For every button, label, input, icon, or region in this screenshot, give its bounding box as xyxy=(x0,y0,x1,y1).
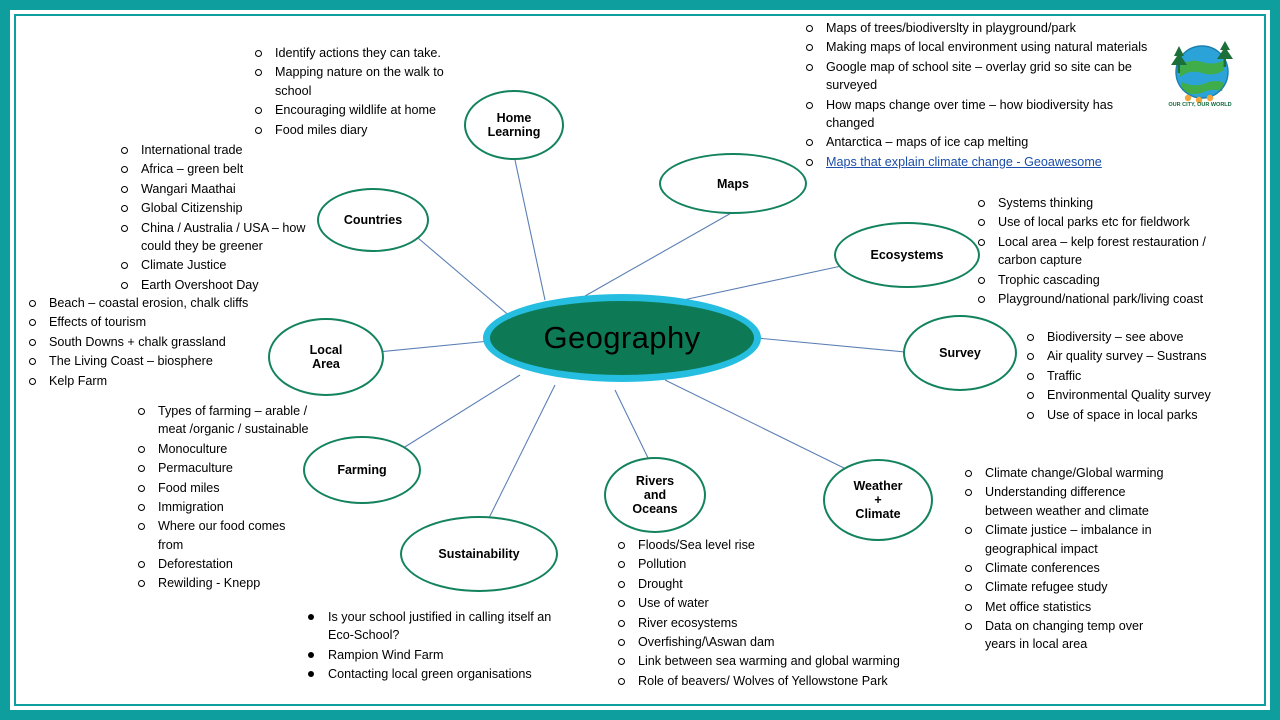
list-item: How maps change over time – how biodiversity has changed xyxy=(803,96,1163,133)
central-topic xyxy=(483,294,761,382)
list-item: The Living Coast – biosphere xyxy=(26,352,276,370)
node-maps[interactable] xyxy=(659,153,807,214)
list-item: Pollution xyxy=(615,555,955,573)
list-item: Kelp Farm xyxy=(26,372,276,390)
central-topic-label: Geography xyxy=(543,320,701,355)
list-sustainability xyxy=(305,608,573,685)
list-countries xyxy=(118,141,323,295)
list-item: Global Citizenship xyxy=(118,199,323,217)
list-rivers-and-oceans xyxy=(615,536,955,691)
list-item: China / Australia / USA – how could they be greener xyxy=(118,219,323,256)
list-item: Air quality survey – Sustrans xyxy=(1024,347,1246,365)
list-item: Playground/national park/living coast xyxy=(975,290,1247,308)
list-item: Use of space in local parks xyxy=(1024,406,1246,424)
node-weather-climate[interactable] xyxy=(823,459,933,541)
list-item: Food miles xyxy=(135,479,313,497)
node-rivers-and-oceans-label: Rivers and Oceans xyxy=(632,474,678,516)
list-item: Encouraging wildlife at home xyxy=(252,101,470,119)
list-item: International trade xyxy=(118,141,323,159)
list-item: Mapping nature on the walk to school xyxy=(252,63,470,100)
list-survey xyxy=(1024,328,1246,425)
list-item: Systems thinking xyxy=(975,194,1247,212)
list-item: Biodiversity – see above xyxy=(1024,328,1246,346)
list-item: Is your school justified in calling itself an Eco-School? xyxy=(305,608,573,645)
list-weather-climate xyxy=(962,464,1172,655)
list-maps xyxy=(803,19,1163,172)
list-item: Rampion Wind Farm xyxy=(305,646,573,664)
list-item: Climate change/Global warming xyxy=(962,464,1172,482)
list-item: Overfishing/\Aswan dam xyxy=(615,633,955,651)
eco-schools-globe-logo xyxy=(1158,36,1242,108)
list-item: Antarctica – maps of ice cap melting xyxy=(803,133,1163,151)
list-item: Permaculture xyxy=(135,459,313,477)
list-item: Climate Justice xyxy=(118,256,323,274)
maps-climate-change-link[interactable]: Maps that explain climate change - Geoawesome xyxy=(826,154,1102,169)
node-farming-label: Farming xyxy=(337,463,387,477)
list-item: Africa – green belt xyxy=(118,160,323,178)
node-ecosystems[interactable] xyxy=(834,222,980,288)
list-item: Effects of tourism xyxy=(26,313,276,331)
list-item: Climate refugee study xyxy=(962,578,1172,596)
node-farming[interactable] xyxy=(303,436,421,504)
node-weather-climate-label: Weather + Climate xyxy=(853,479,903,521)
list-item: Link between sea warming and global warming xyxy=(615,652,955,670)
list-item: Data on changing temp over years in local area xyxy=(962,617,1172,654)
node-survey[interactable] xyxy=(903,315,1017,391)
list-item: Use of water xyxy=(615,594,955,612)
list-item: Environmental Quality survey xyxy=(1024,386,1246,404)
list-item: Drought xyxy=(615,575,955,593)
list-item: Local area – kelp forest restauration / carbon capture xyxy=(975,233,1247,270)
list-item: Traffic xyxy=(1024,367,1246,385)
node-maps-label: Maps xyxy=(717,176,749,191)
list-item: Use of local parks etc for fieldwork xyxy=(975,213,1247,231)
list-item: Types of farming – arable / meat /organic / sustainable xyxy=(135,402,313,439)
node-local-area[interactable] xyxy=(268,318,384,396)
list-farming xyxy=(135,402,313,594)
list-item: South Downs + chalk grassland xyxy=(26,333,276,351)
list-item: Contacting local green organisations xyxy=(305,665,573,683)
node-home-learning-label: Home Learning xyxy=(487,111,541,139)
list-local-area xyxy=(26,294,276,391)
node-rivers-and-oceans[interactable] xyxy=(604,457,706,533)
node-countries-label: Countries xyxy=(343,213,403,227)
list-item: Google map of school site – overlay grid so site can be surveyed xyxy=(803,58,1163,95)
list-item: Where our food comes from xyxy=(135,517,313,554)
node-ecosystems-label: Ecosystems xyxy=(870,248,944,262)
list-item-link[interactable] xyxy=(803,153,1163,171)
list-ecosystems xyxy=(975,194,1247,309)
node-local-area-label: Local Area xyxy=(309,343,343,371)
node-countries[interactable] xyxy=(317,188,429,252)
logo-caption: OUR CITY, OUR WORLD xyxy=(1168,102,1232,108)
list-item: Climate justice – imbalance in geographical impact xyxy=(962,521,1172,558)
list-item: Identify actions they can take. xyxy=(252,44,470,62)
list-item: Deforestation xyxy=(135,555,313,573)
node-survey-label: Survey xyxy=(939,346,981,360)
list-item: River ecosystems xyxy=(615,614,955,632)
list-home-learning xyxy=(252,44,470,140)
list-item: Monoculture xyxy=(135,440,313,458)
list-item: Trophic cascading xyxy=(975,271,1247,289)
list-item: Beach – coastal erosion, chalk cliffs xyxy=(26,294,276,312)
list-item: Making maps of local environment using natural materials xyxy=(803,38,1163,56)
list-item: Role of beavers/ Wolves of Yellowstone Park xyxy=(615,672,955,690)
list-item: Met office statistics xyxy=(962,598,1172,616)
list-item: Climate conferences xyxy=(962,559,1172,577)
list-item: Food miles diary xyxy=(252,121,470,139)
list-item: Earth Overshoot Day xyxy=(118,276,323,294)
node-sustainability[interactable] xyxy=(400,516,558,592)
list-item: Understanding difference between weather and climate xyxy=(962,483,1172,520)
node-home-learning[interactable] xyxy=(464,90,564,160)
node-sustainability-label: Sustainability xyxy=(438,547,520,561)
list-item: Maps of trees/biodiverslty in playground/park xyxy=(803,19,1163,37)
list-item: Wangari Maathai xyxy=(118,180,323,198)
list-item: Immigration xyxy=(135,498,313,516)
list-item: Floods/Sea level rise xyxy=(615,536,955,554)
list-item: Rewilding - Knepp xyxy=(135,574,313,592)
